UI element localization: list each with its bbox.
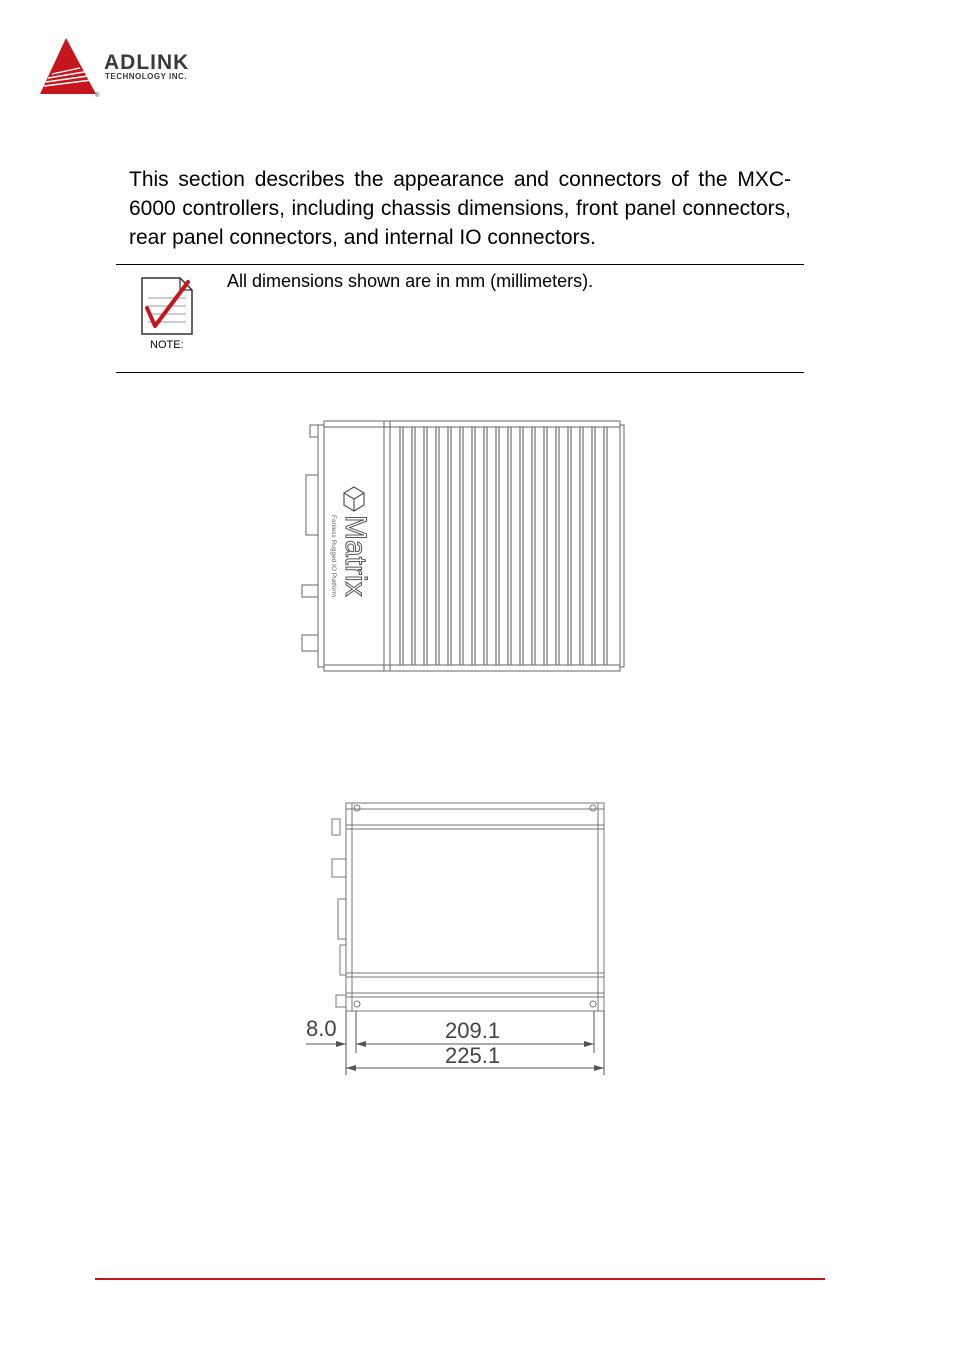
footer-rule <box>95 1278 825 1280</box>
matrix-cube-icon <box>344 487 364 511</box>
intro-paragraph: This section describes the appearance and connectors of the MXC-6000 controllers, including chassis dimensions, front panel connectors, rear panel connectors, and internal IO connectors. <box>129 168 791 249</box>
note-text: All dimensions shown are in mm (millimeters). <box>227 271 594 291</box>
brand-subtitle: TECHNOLOGY INC. <box>105 72 188 81</box>
dimension-inner-label: 209.1 <box>445 1018 501 1043</box>
svg-text:®: ® <box>95 93 100 99</box>
note-checkmark-icon <box>140 276 194 340</box>
chassis-bottom-view-drawing <box>300 795 620 1080</box>
dimension-offset-label: 8.0 <box>306 1016 337 1041</box>
chassis-side-view-drawing <box>290 415 630 677</box>
dimension-outer-label: 225.1 <box>445 1043 501 1068</box>
note-top-rule <box>116 264 804 265</box>
chassis-tagline-text: Fanless Rugged IO Platform <box>330 515 337 598</box>
note-bottom-rule <box>116 372 804 373</box>
chassis-brand-text: Matrix <box>339 515 372 597</box>
brand-name: ADLINK <box>104 51 190 74</box>
note-label: NOTE: <box>150 339 184 351</box>
